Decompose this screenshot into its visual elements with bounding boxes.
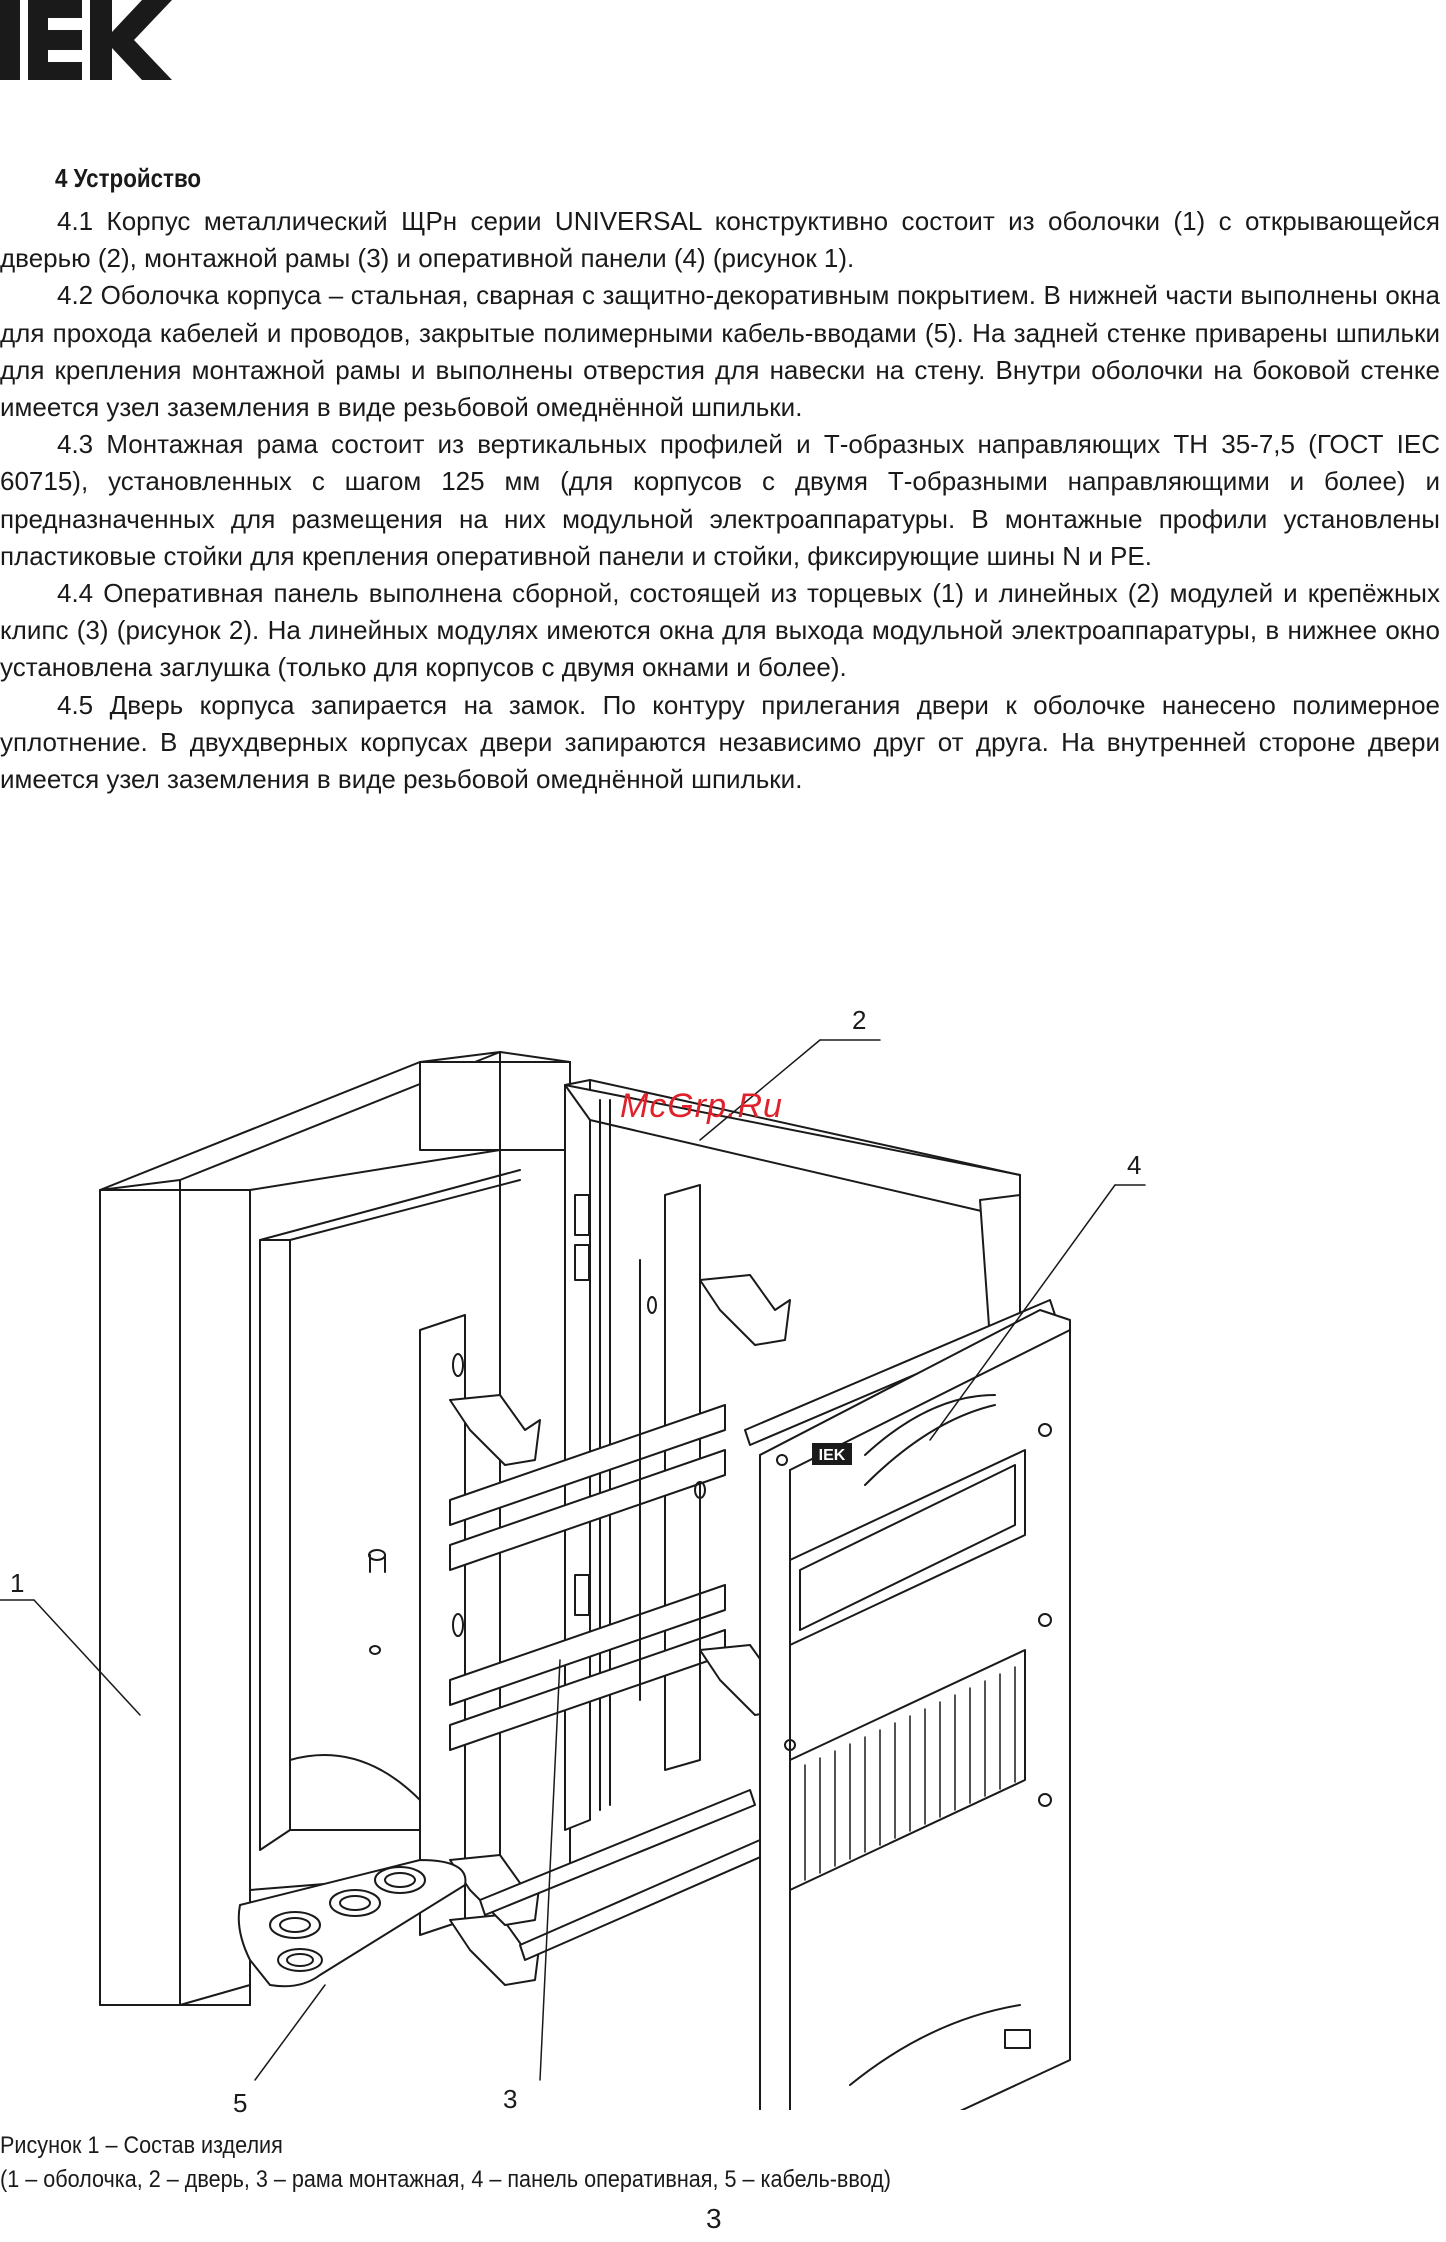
paragraph-4-2: 4.2 Оболочка корпуса – стальная, сварная с защитно-декоративным покрытием. В нижней части выполнены окна для прохода кабелей и проводов, закрытые полимерными кабель-вводами (5). На задней стенке приварены шпильки для крепления монтажной рамы и выполнены отверстия для навески на стену. Внутри оболочки на боковой стенке имеется узел заземления в виде резьбовой омеднённой шпильки.	[0, 280, 1440, 423]
enclosure-assembly-drawing	[0, 980, 1446, 2110]
page-number: 3	[706, 2203, 722, 2234]
panel-logo	[812, 1443, 852, 1465]
panel-logo-text: IEK	[818, 1447, 846, 1464]
watermark: McGrp.Ru	[620, 1087, 783, 1125]
callout-2: 2	[852, 1005, 867, 1035]
figure-caption-title: Рисунок 1 – Состав изделия	[0, 2132, 283, 2159]
paragraph-4-5: 4.5 Дверь корпуса запирается на замок. По контуру прилегания двери к оболочке нанесено полимерное уплотнение. В двухдверных корпусах двери запираются независимо друг от друга. На внутренней стороне двери имеется узел заземления в виде резьбовой омеднённой шпильки.	[0, 689, 1440, 795]
callout-3: 3	[503, 2084, 518, 2114]
body-text	[0, 203, 1440, 798]
section-heading: 4 Устройство	[55, 163, 202, 193]
operating-panel	[745, 1300, 1070, 2110]
paragraph-4-3: 4.3 Монтажная рама состоит из вертикальных профилей и Т-образных направляющих ТН 35-7,5 (ГОСТ IEC 60715), установленных с шагом 125 мм (для корпусов с двумя Т-образными направляющими и более) и предназначенных для размещения на них модульной электроаппаратуры. В монтажные профили установлены пластиковые стойки для крепления оперативной панели и стойки, фиксирующие шины N и PE.	[0, 429, 1440, 571]
callout-4: 4	[1127, 1150, 1142, 1180]
figure-caption-legend: (1 – оболочка, 2 – дверь, 3 – рама монтажная, 4 – панель оперативная, 5 – кабель-ввод)	[0, 2166, 891, 2193]
paragraph-4-1: 4.1 Корпус металлический ЩРн серии UNIVERSAL конструктивно состоит из оболочки (1) с открывающейся дверью (2), монтажной рамы (3) и оперативной панели (4) (рисунок 1).	[0, 206, 1440, 274]
callout-5: 5	[233, 2088, 248, 2118]
callout-1: 1	[10, 1568, 25, 1598]
paragraph-4-4: 4.4 Оперативная панель выполнена сборной, состоящей из торцевых (1) и линейных (2) модулей и крепёжных клипс (3) (рисунок 2). На линейных модулях имеются окна для выхода модульной электроаппаратуры, в нижнее окно установлена заглушка (только для корпусов с двумя окнами и более).	[0, 578, 1440, 683]
iek-logo	[0, 0, 172, 80]
